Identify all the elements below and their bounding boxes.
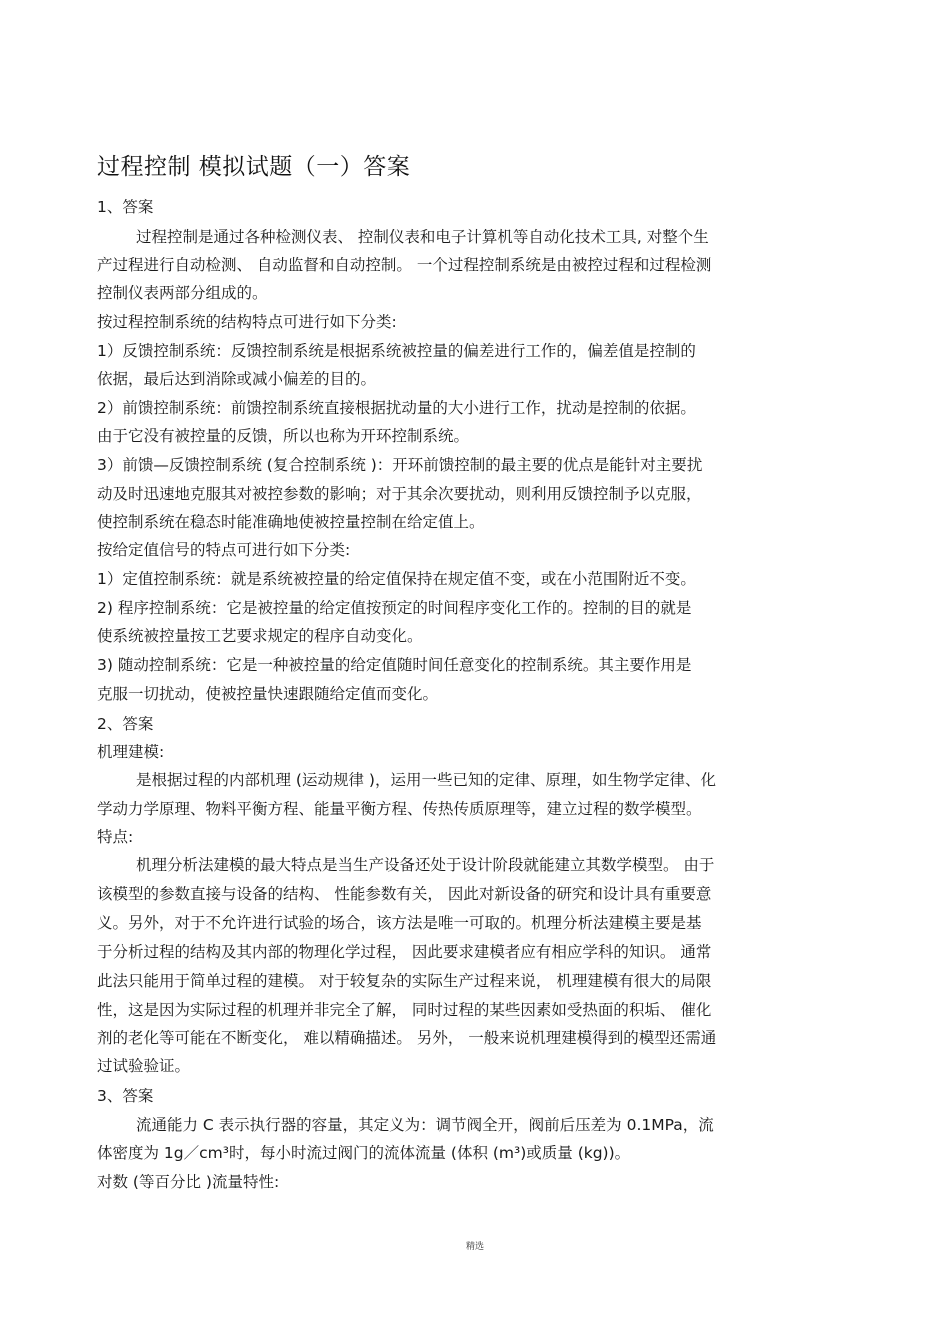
paragraph-line: 使控制系统在稳态时能准确地使被控量控制在给定值上。	[97, 513, 485, 531]
page-footer: 精选	[465, 1242, 484, 1252]
paragraph-line: 过程控制是通过各种检测仪表、 控制仪表和电子计算机等自动化技术工具, 对整个生	[136, 228, 709, 246]
section-heading-1: 1、答案	[97, 198, 154, 216]
paragraph-line: 2) 程序控制系统：它是被控量的给定值按预定的时间程序变化工作的。控制的目的就是	[97, 599, 692, 617]
paragraph-line: 机理分析法建模的最大特点是当生产设备还处于设计阶段就能建立其数学模型。 由于	[136, 856, 715, 874]
paragraph-line: 特点:	[97, 828, 134, 846]
section-heading-2: 2、答案	[97, 715, 154, 733]
paragraph-line: 剂的老化等可能在不断变化， 难以精确描述。 另外， 一般来说机理建模得到的模型还需通	[97, 1029, 717, 1047]
document-title: 过程控制 模拟试题（一）答案	[97, 154, 411, 180]
paragraph-line: 性，这是因为实际过程的机理并非完全了解， 同时过程的某些因素如受热面的积垢、 催化	[97, 1001, 712, 1019]
paragraph-line: 过试验验证。	[97, 1057, 191, 1075]
paragraph-line: 体密度为 1g／cm³时，每小时流过阀门的流体流量 (体积 (m³)或质量 (kg))。	[97, 1144, 631, 1162]
paragraph-line: 按过程控制系统的结构特点可进行如下分类:	[97, 313, 397, 331]
paragraph-line: 2）前馈控制系统：前馈控制系统直接根据扰动量的大小进行工作，扰动是控制的依据。	[97, 399, 696, 417]
paragraph-line: 按给定值信号的特点可进行如下分类:	[97, 541, 351, 559]
paragraph-line: 机理建模:	[97, 743, 165, 761]
paragraph-line: 该模型的参数直接与设备的结构、 性能参数有关， 因此对新设备的研究和设计具有重要意	[97, 885, 712, 903]
paragraph-line: 学动力学原理、物料平衡方程、能量平衡方程、传热传质原理等，建立过程的数学模型。	[97, 800, 702, 818]
paragraph-line: 3）前馈—反馈控制系统 (复合控制系统 )：开环前馈控制的最主要的优点是能针对主要扰	[97, 456, 703, 474]
paragraph-line: 控制仪表两部分组成的。	[97, 284, 268, 302]
paragraph-line: 克服一切扰动，使被控量快速跟随给定值而变化。	[97, 685, 439, 703]
paragraph-line: 是根据过程的内部机理 (运动规律 )，运用一些已知的定律、原理，如生物学定律、化	[136, 771, 716, 789]
paragraph-line: 1）定值控制系统：就是系统被控量的给定值保持在规定值不变，或在小范围附近不变。	[97, 570, 696, 588]
paragraph-line: 于分析过程的结构及其内部的物理化学过程， 因此要求建模者应有相应学科的知识。 通常	[97, 943, 712, 961]
section-heading-3: 3、答案	[97, 1087, 154, 1105]
paragraph-line: 依据，最后达到消除或减小偏差的目的。	[97, 370, 377, 388]
paragraph-line: 1）反馈控制系统：反馈控制系统是根据系统被控量的偏差进行工作的，偏差值是控制的	[97, 342, 696, 360]
paragraph-line: 义。另外，对于不允许进行试验的场合，该方法是唯一可取的。机理分析法建模主要是基	[97, 914, 702, 932]
paragraph-line: 产过程进行自动检测、 自动监督和自动控制。 一个过程控制系统是由被控过程和过程检测	[97, 256, 712, 274]
paragraph-line: 3) 随动控制系统：它是一种被控量的给定值随时间任意变化的控制系统。其主要作用是	[97, 656, 692, 674]
paragraph-line: 对数 (等百分比 )流量特性:	[97, 1173, 280, 1191]
paragraph-line: 流通能力 C 表示执行器的容量，其定义为：调节阀全开，阀前后压差为 0.1MPa，流	[136, 1116, 714, 1134]
paragraph-line: 使系统被控量按工艺要求规定的程序自动变化。	[97, 627, 423, 645]
paragraph-line: 此法只能用于简单过程的建模。 对于较复杂的实际生产过程来说， 机理建模有很大的局限	[97, 972, 712, 990]
paragraph-line: 由于它没有被控量的反馈，所以也称为开环控制系统。	[97, 427, 470, 445]
paragraph-line: 动及时迅速地克服其对被控参数的影响；对于其余次要扰动，则利用反馈控制予以克服，	[97, 485, 702, 503]
